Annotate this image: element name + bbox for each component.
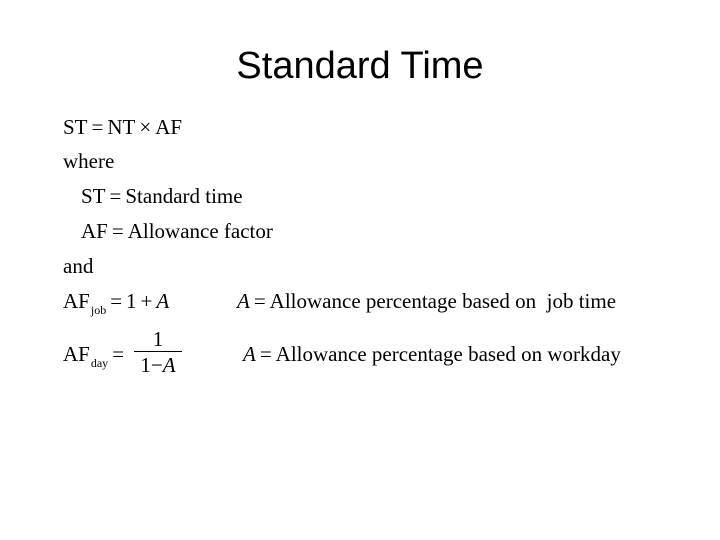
equals-sign: = <box>253 289 266 313</box>
description-text: Allowance percentage based on workday <box>275 342 621 366</box>
and-label: and <box>63 254 94 278</box>
fraction-numerator: 1 <box>152 327 164 351</box>
fraction-denominator <box>138 352 177 378</box>
a-variable: A <box>237 289 250 313</box>
definition-af <box>81 218 273 244</box>
job-subscript: job <box>90 303 107 317</box>
equals-sign: = <box>112 342 125 366</box>
main-formula <box>63 114 182 140</box>
definition-symbol: AF <box>81 219 108 243</box>
st-symbol: ST <box>63 115 88 139</box>
a-variable: A <box>156 289 170 313</box>
one-value: 1 <box>140 353 151 377</box>
af-job-formula <box>63 288 169 317</box>
af-symbol: AF <box>155 115 183 139</box>
af-job-description <box>237 288 616 314</box>
definition-text: Standard time <box>125 184 243 208</box>
times-sign: × <box>139 115 152 139</box>
af-day-description <box>243 341 621 367</box>
definition-symbol: ST <box>81 184 106 208</box>
af-day-fraction <box>134 327 182 378</box>
a-variable: A <box>162 353 176 377</box>
equals-sign: = <box>110 289 123 313</box>
a-variable: A <box>243 342 256 366</box>
equals-sign: = <box>111 219 124 243</box>
af-day-formula <box>63 341 128 370</box>
af-base: AF <box>63 342 90 366</box>
where-label: where <box>63 149 115 173</box>
equals-sign: = <box>91 115 104 139</box>
af-base: AF <box>63 289 90 313</box>
description-text: Allowance percentage based on job time <box>269 289 617 313</box>
definition-text: Allowance factor <box>127 219 273 243</box>
day-subscript: day <box>90 356 109 370</box>
one-value: 1 <box>126 289 137 313</box>
nt-symbol: NT <box>107 115 136 139</box>
equals-sign: = <box>109 184 122 208</box>
minus-sign: − <box>150 353 163 377</box>
definition-st <box>81 183 243 209</box>
equals-sign: = <box>259 342 272 366</box>
plus-sign: + <box>140 289 153 313</box>
slide-title: Standard Time <box>236 45 484 87</box>
